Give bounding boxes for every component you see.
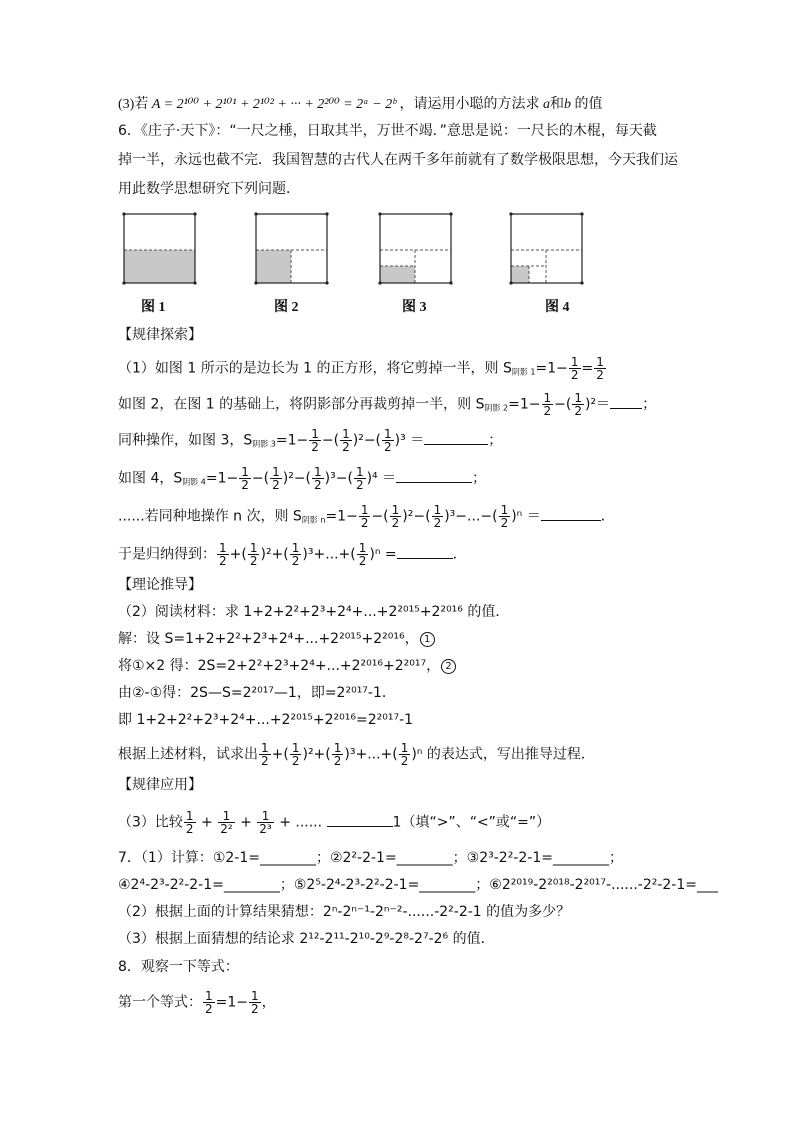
q7-line-3: （2）根据上面的计算结果猜想：2ⁿ-2ⁿ⁻¹-2ⁿ⁻²-......-2²-2-1 的值为多少？ [118,904,571,920]
theory-line-2 [118,630,436,648]
t6-text: 根据上述材料，试求出 [118,746,258,763]
frac-1-2: $\frac{1}{2}$ [355,465,364,492]
fig2-dot [254,212,257,215]
section-theory: 【理论推导】 [118,577,202,593]
theory-line-5: 即 1+2+2²+2³+2⁴+...+2²⁰¹⁵+2²⁰¹⁶=2²⁰¹⁷-1 [118,712,414,728]
theory-line-6: 根据上述材料，试求出 $\frac{1}{2}$ +( $\frac{1}{2}$ )²+( $\frac{1}{2}$ )³+...+( $\frac{1}{2}$ )ⁿ 的表达式，写出推导过程． [118,741,595,768]
explore-line-4: 如图 4，$S_{阴影 4}=1-$ $\frac{1}{2}$ −( $\frac{1}{2}$ )²−( $\frac{1}{2}$ )³−( $\frac{1}{2}$ )⁴ ＝ ； [118,465,487,492]
frac-1-2: $\frac{1}{2}$ [384,427,392,454]
fig3-dot [449,212,452,215]
theory-3-text: 将①×2 得：2S=2+2²+2³+2⁴+...+2²⁰¹⁶+2²⁰¹⁷， [118,658,441,674]
p4-sub: 阴影 4 [182,477,206,487]
frac-1-2: $\frac{1}{2}$ [291,541,300,568]
p1-text: （1）如图 1 所示的是边长为 1 的正方形，将它剪掉一半，则 S [118,360,512,377]
fig1-dot [193,212,196,215]
q3-prefix: (3)若 [118,97,152,112]
fig1-dot [193,281,196,284]
frac-1-2: $\frac{1}{2}$ [400,741,409,768]
answer-blank-s2[interactable] [610,394,642,409]
fig4-dot [509,281,512,284]
q3-suffix: ，请运用小聪的方法求 [399,97,540,112]
fig4-dot [509,212,512,215]
p3-text: 同种操作，如图 3，S [118,432,253,449]
t6-text-end: 的表达式，写出推导过程． [426,746,595,763]
frac-1-2cube: $\frac{1}{\text{2³}}$ [259,809,272,836]
frac-1-2: $\frac{1}{2}$ [500,503,509,530]
answer-blank-sn[interactable] [541,506,601,521]
p6-text: 于是归纳得到： [118,546,216,563]
frac-1-2: $\frac{1}{2}$ [291,741,300,768]
frac-1-2: $\frac{1}{2}$ [311,427,319,454]
frac-1-2: $\frac{1}{2}$ [261,741,269,768]
frac-1-2: $\frac{1}{2}$ [358,541,367,568]
q8-line-1: 8．观察一下等式： [118,959,239,975]
explore-line-2: 如图 2，在图 1 的基础上，将阴影部分再裁剪掉一半，则 $S_{阴影 2}=1-$ $\frac{1}{2}$ −( $\frac{1}{2}$ )²＝ ； [118,391,657,418]
frac-1-2: $\frac{1}{2}$ [241,465,249,492]
fig3-dot [378,212,381,215]
a1-text: （3）比较 [118,814,183,831]
answer-blank-sum[interactable] [397,544,453,559]
figure-caption-2: 图 2 [274,300,299,315]
p1-eq2: = [581,360,594,377]
figure-3 [376,210,456,288]
p3-sub: 阴影 3 [252,439,276,449]
fig1-dot [122,212,125,215]
fig2-shade [256,250,291,283]
p1-sub: 阴影 1 [511,367,536,377]
frac-1-2: $\frac{1}{2}$ [249,541,258,568]
p5-sub: 阴影 n [301,515,326,525]
answer-blank-s3[interactable] [424,430,488,445]
application-line-1: （3）比较 $\frac{1}{2}$ + $\frac{1}{\text{2²}}$ + $\frac{1}{\text{2³}}$ + ...... 1（填“>”、“<”或“=”） [118,809,551,836]
q3-line [118,96,602,114]
q3-var-b: b [563,97,571,112]
circle-1-marker: 1 [420,632,435,647]
a1-hint: 1（填“>”、“<”或“=”） [392,814,551,831]
explore-line-3: 同种操作，如图 3，$S_{阴影 3}=1-$ $\frac{1}{2}$ −( $\frac{1}{2}$ )²−( $\frac{1}{2}$ )³ ＝ ； [118,427,503,454]
p4-text: 如图 4，S [118,470,183,487]
figure-caption-3: 图 3 [402,300,427,315]
theory-line-1: （2）阅读材料：求 1+2+2²+2³+2⁴+...+2²⁰¹⁵+2²⁰¹⁶ 的值． [118,604,510,620]
answer-blank-compare[interactable] [327,812,393,827]
frac-1-2: $\frac{1}{2}$ [570,355,579,382]
figure-2 [252,210,332,288]
explore-line-1 [118,356,607,381]
fig4-shade [511,266,529,283]
p2-sub: 阴影 2 [484,403,509,413]
q8-comma: ， [261,994,276,1011]
fig2-dot [254,281,257,284]
frac-1-2: $\frac{1}{2}$ [251,989,259,1016]
figure-caption-4: 图 4 [545,300,570,315]
q3-mid: 和 [549,97,564,112]
fig2-dot [325,281,328,284]
figure-1 [120,210,200,288]
q7-line-4: （3）根据上面猜想的结论求 2¹²-2¹¹-2¹⁰-2⁹-2⁸-2⁷-2⁶ 的值． [118,931,495,947]
explore-line-6: 于是归纳得到： $\frac{1}{2}$ +( $\frac{1}{2}$ )²+( $\frac{1}{2}$ )³+...+( $\frac{1}{2}$ )ⁿ = ． [118,541,467,568]
frac-1-2: $\frac{1}{2}$ [433,503,442,530]
section-application: 【规律应用】 [118,777,202,793]
frac-1-2: $\frac{1}{2}$ [342,427,350,454]
fig2-dot [325,212,328,215]
section-pattern-explore: 【规律探索】 [118,327,202,343]
frac-1-2: $\frac{1}{2}$ [272,465,280,492]
q8-eq: =1− [215,994,249,1011]
answer-blank-s4[interactable] [396,468,472,483]
q8-line-2 [118,990,276,1015]
theory-line-3 [118,657,457,675]
p5-text: ......若同种地操作 n 次，则 S [118,508,302,525]
q6-line2: 掉一半，永远也截不完．我国智慧的古代人在两千多年前就有了数学极限思想，今天我们运 [118,152,678,168]
explore-line-5: ......若同种地操作 n 次，则 $S_{阴影 n}=1-$ $\frac{1}{2}$ −( $\frac{1}{2}$ )²−( $\frac{1}{2}$ )³−...−( $\frac{1}{2}$ )ⁿ ＝ ． [118,503,615,530]
figure-caption-1: 图 1 [141,300,166,315]
fig1-dot [122,281,125,284]
frac-1-2sq: $\frac{1}{\text{2²}}$ [220,809,233,836]
frac-1-2: $\frac{1}{2}$ [543,391,552,418]
q8-prefix: 第一个等式： [118,994,202,1011]
fig1-shade [124,250,195,283]
fig4-dot [580,281,583,284]
frac-1-2: $\frac{1}{2}$ [574,391,583,418]
q3-var-a: a [542,97,550,112]
frac-1-2: $\frac{1}{2}$ [185,809,194,836]
p1-eq: =1− [535,360,568,377]
fig3-dot [378,281,381,284]
frac-1-2: $\frac{1}{2}$ [360,503,369,530]
circle-2-marker: 2 [441,659,456,674]
q6-line1: 6．《庄子·天下》：“一尺之棰，日取其半，万世不竭．”意思是说：一尺长的木棍，每天截 [118,123,657,139]
theory-2-text: 解：设 S=1+2+2²+2³+2⁴+...+2²⁰¹⁵+2²⁰¹⁶， [118,631,419,647]
fig3-shade [380,266,415,283]
frac-1-2: $\frac{1}{2}$ [391,503,400,530]
fig3-dot [449,281,452,284]
q7-line-1: 7．（1）计算：①2-1=________；②2²-2-1=________；③2³-2²-2-1=________； [118,850,623,866]
frac-1-2: $\frac{1}{2}$ [596,355,604,382]
frac-1-2: $\frac{1}{2}$ [314,465,322,492]
frac-1-2: $\frac{1}{2}$ [219,541,227,568]
q3-end: 的值 [574,97,603,112]
figure-4 [507,210,587,288]
q7-line-2: ④2⁴-2³-2²-2-1=________；⑤2⁵-2⁴-2³-2²-2-1=________；⑥2²⁰¹⁹-2²⁰¹⁸-2²⁰¹⁷-......-2²-2-1=___ [118,877,718,893]
q3-formula: A = 2¹⁰⁰ + 2¹⁰¹ + 2¹⁰² + ··· + 2²⁰⁰ = 2ᵃ − 2ᵇ [151,97,396,112]
p2-text: 如图 2，在图 1 的基础上，将阴影部分再裁剪掉一半，则 S [118,396,485,413]
theory-line-4: 由②-①得：2S—S=2²⁰¹⁷—1，即=2²⁰¹⁷-1． [118,685,396,701]
frac-1-2: $\frac{1}{2}$ [205,989,213,1016]
fig4-dot [580,212,583,215]
q6-line3: 用此数学思想研究下列问题． [118,181,300,197]
a1-ellipsis: + ...... [279,814,323,831]
frac-1-2: $\frac{1}{2}$ [333,741,342,768]
